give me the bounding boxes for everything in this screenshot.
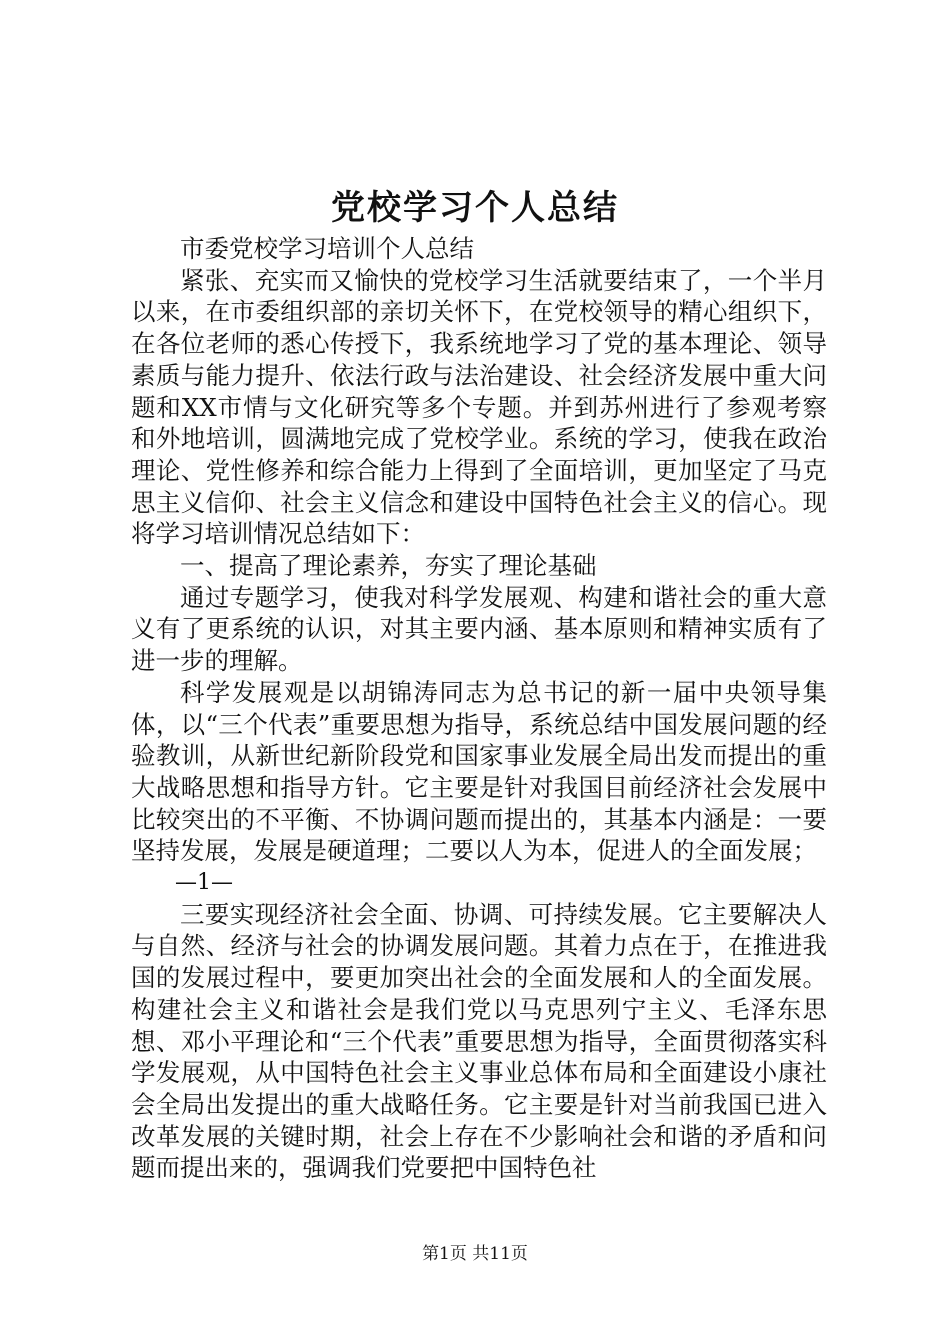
body-paragraph: 三要实现经济社会全面、协调、可持续发展。它主要解决人与自然、经济与社会的协调发展问题。其着力点在于，在推进我国的发展过程中，要更加突出社会的全面发展和人的全面发展。构建社会主义和谐社会是我们党以马克思列宁主义、毛泽东思想、邓小平理论和“三个代表”重要思想为指导，全面贯彻落实科学发展观，从中国特色社会主义事业总体布局和全面建设小康社会全局出发提出的重大战略任务。它主要是针对当前我国已进入改革发展的关键时期，社会上存在不少影响社会和谐的矛盾和问题而提出来的，强调我们党要把中国特色社 — [131, 899, 827, 1183]
subtitle-paragraph: 市委党校学习培训个人总结 — [180, 234, 474, 263]
section-heading: 一、提高了理论素养，夯实了理论基础 — [180, 551, 597, 581]
inline-page-marker: —1— — [175, 870, 233, 896]
body-paragraph: 通过专题学习，使我对科学发展观、构建和谐社会的重大意义有了更系统的认识，对其主要内涵、基本原则和精神实质有了进一步的理解。 — [131, 582, 827, 676]
document-title: 党校学习个人总结 — [331, 188, 619, 228]
body-paragraph: 科学发展观是以胡锦涛同志为总书记的新一届中央领导集体，以“三个代表”重要思想为指导，系统总结中国发展问题的经验教训，从新世纪新阶段党和国家事业发展全局出发而提出的重大战略思想和指导方针。它主要是针对我国目前经济社会发展中比较突出的不平衡、不协调问题而提出的，其基本内涵是：一要坚持发展，发展是硬道理；二要以人为本，促进人的全面发展； — [131, 677, 827, 866]
page-footer: 第1页 共11页 — [422, 1244, 528, 1264]
document-body — [131, 233, 827, 1184]
intro-paragraph: 紧张、充实而又愉快的党校学习生活就要结束了，一个半月以来，在市委组织部的亲切关怀下，在党校领导的精心组织下，在各位老师的悉心传授下，我系统地学习了党的基本理论、领导素质与能力提升、依法行政与法治建设、社会经济发展中重大问题和XX市情与文化研究等多个专题。并到苏州进行了参观考察和外地培训，圆满地完成了党校学业。系统的学习，使我在政治理论、党性修养和综合能力上得到了全面培训，更加坚定了马克思主义信仰、社会主义信念和建设中国特色社会主义的信心。现将学习培训情况总结如下： — [131, 265, 827, 549]
